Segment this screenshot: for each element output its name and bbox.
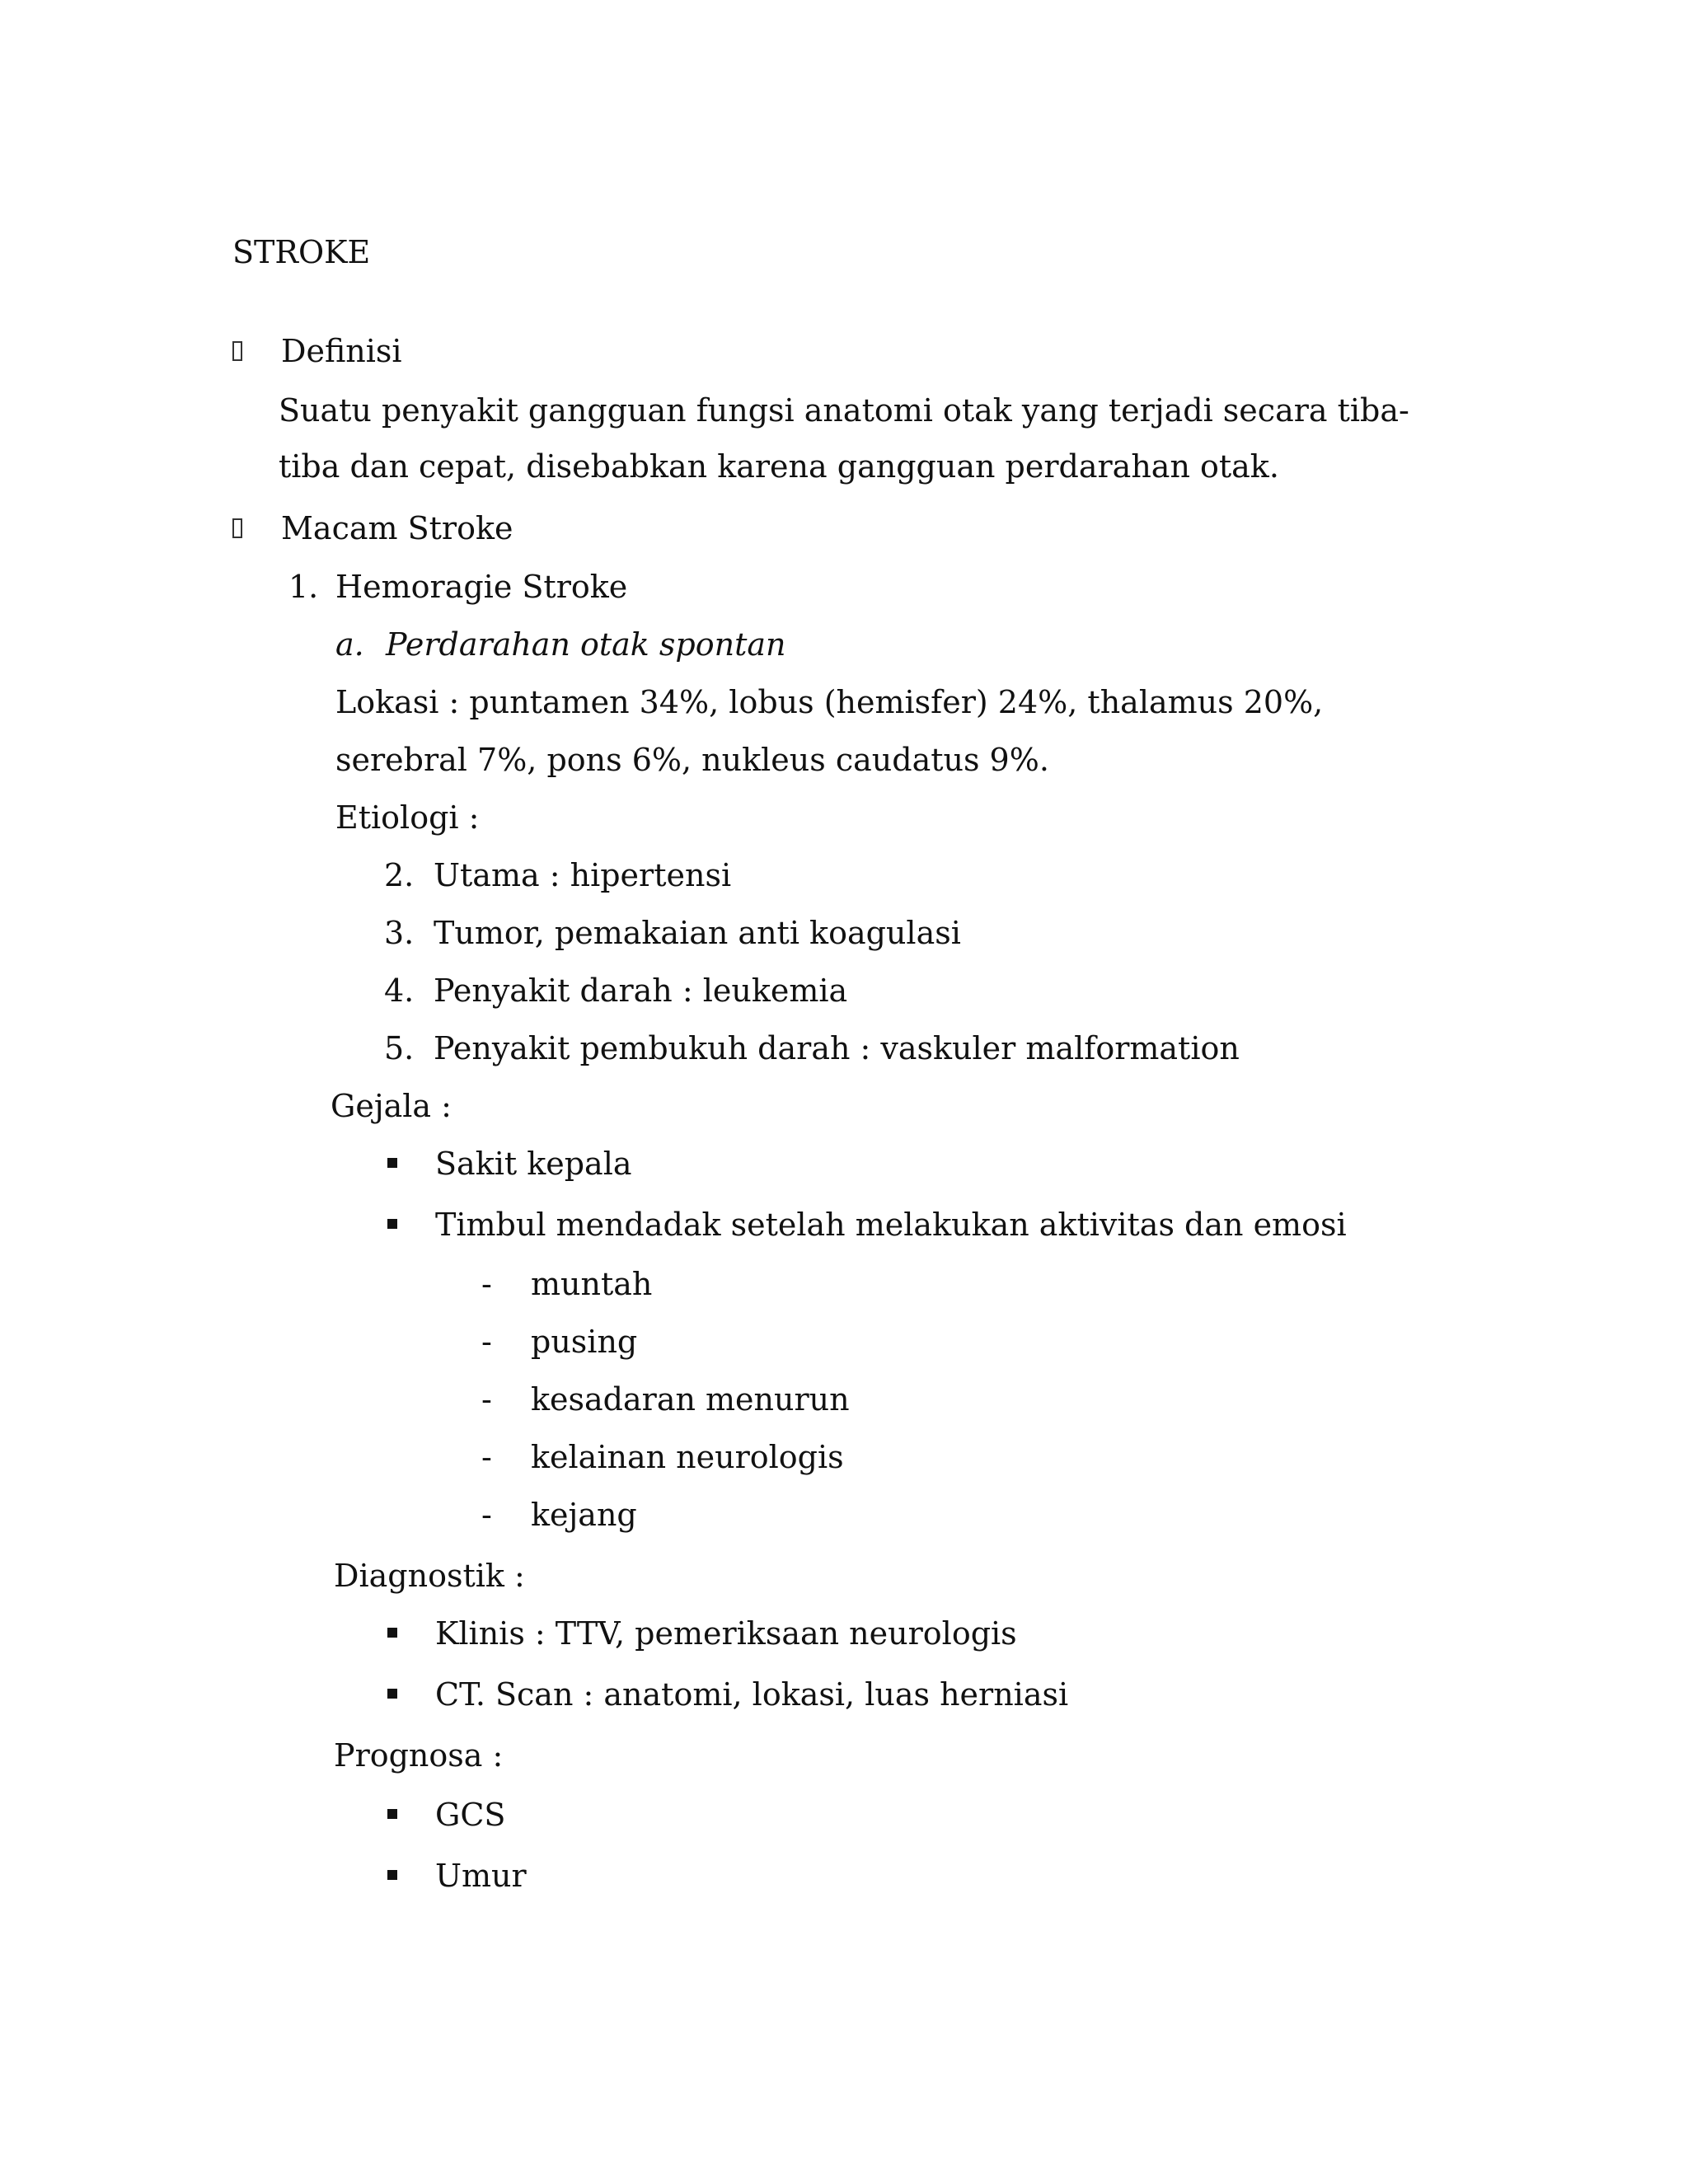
gejala-sub-item: muntah <box>531 1266 653 1302</box>
macam-heading: Macam Stroke <box>281 510 513 546</box>
dash-bullet: - <box>481 1381 492 1418</box>
gejala-item: Timbul mendadak setelah melakukan aktivitas dan emosi <box>435 1207 1347 1243</box>
sub-a-letter: a. <box>335 626 364 663</box>
diagnostik-label: Diagnostik : <box>334 1558 525 1594</box>
document-title: STROKE <box>232 234 371 270</box>
gejala-sub-item: kejang <box>531 1497 637 1533</box>
gejala-sub-item: pusing <box>531 1324 638 1360</box>
square-bullet-icon <box>387 1219 397 1229</box>
square-bullet-icon <box>387 1689 397 1699</box>
etiologi-number: 5. <box>384 1030 415 1066</box>
gejala-sub-item: kelainan neurologis <box>531 1439 844 1475</box>
definisi-heading: Definisi <box>281 333 402 369</box>
etiologi-label: Etiologi : <box>335 799 480 836</box>
unknown-glyph-bullet-icon <box>232 518 242 538</box>
prognosa-item: GCS <box>435 1797 506 1833</box>
dash-bullet: - <box>481 1266 492 1302</box>
gejala-label: Gejala : <box>331 1088 452 1124</box>
dash-bullet: - <box>481 1439 492 1475</box>
diagnostik-item: Klinis : TTV, pemeriksaan neurologis <box>435 1615 1017 1652</box>
unknown-glyph-bullet-icon <box>232 341 242 361</box>
etiologi-item: Penyakit darah : leukemia <box>434 972 848 1009</box>
etiologi-number: 3. <box>384 915 415 951</box>
definisi-text-line-2: tiba dan cepat, disebabkan karena gangguan perdarahan otak. <box>279 448 1279 485</box>
prognosa-item: Umur <box>435 1858 527 1894</box>
dash-bullet: - <box>481 1324 492 1360</box>
etiologi-number: 2. <box>384 857 415 893</box>
gejala-item: Sakit kepala <box>435 1146 632 1182</box>
dash-bullet: - <box>481 1497 492 1533</box>
lokasi-line-1: Lokasi : puntamen 34%, lobus (hemisfer) 24%, thalamus 20%, <box>335 684 1324 720</box>
prognosa-label: Prognosa : <box>334 1737 504 1774</box>
item1-label: Hemoragie Stroke <box>335 569 628 605</box>
etiologi-item: Tumor, pemakaian anti koagulasi <box>434 915 961 951</box>
sub-a-label: Perdarahan otak spontan <box>386 626 786 663</box>
square-bullet-icon <box>387 1628 397 1638</box>
square-bullet-icon <box>387 1870 397 1880</box>
definisi-text-line-1: Suatu penyakit gangguan fungsi anatomi otak yang terjadi secara tiba- <box>279 392 1409 429</box>
lokasi-line-2: serebral 7%, pons 6%, nukleus caudatus 9%. <box>335 742 1049 778</box>
item1-number: 1. <box>288 569 319 605</box>
etiologi-item: Penyakit pembukuh darah : vaskuler malformation <box>434 1030 1240 1066</box>
square-bullet-icon <box>387 1809 397 1819</box>
etiologi-item: Utama : hipertensi <box>434 857 732 893</box>
etiologi-number: 4. <box>384 972 415 1009</box>
diagnostik-item: CT. Scan : anatomi, lokasi, luas herniasi <box>435 1676 1069 1713</box>
gejala-sub-item: kesadaran menurun <box>531 1381 850 1418</box>
square-bullet-icon <box>387 1158 397 1168</box>
